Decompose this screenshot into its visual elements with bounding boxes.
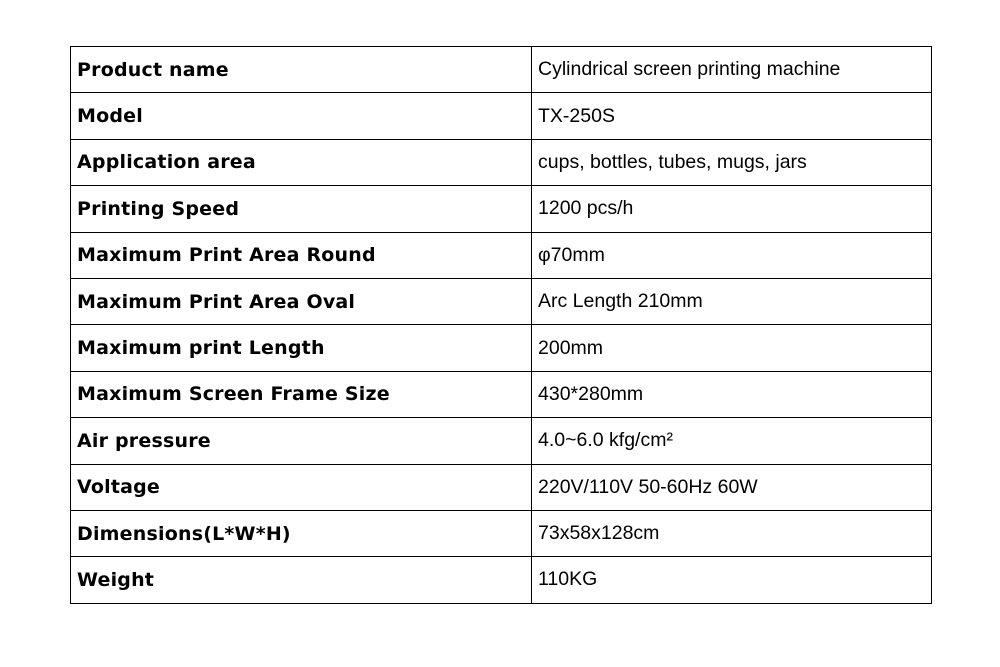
table-row bbox=[71, 557, 932, 603]
table-row bbox=[71, 510, 932, 556]
spec-table bbox=[70, 46, 932, 604]
spec-label: Voltage bbox=[71, 464, 532, 510]
table-row bbox=[71, 93, 932, 139]
spec-label: Maximum print Length bbox=[71, 325, 532, 371]
spec-label: Dimensions(L*W*H) bbox=[71, 510, 532, 556]
spec-label: Printing Speed bbox=[71, 186, 532, 232]
spec-label: Air pressure bbox=[71, 418, 532, 464]
spec-value: Arc Length 210mm bbox=[532, 278, 932, 324]
spec-value: φ70mm bbox=[532, 232, 932, 278]
table-row bbox=[71, 464, 932, 510]
spec-value: Cylindrical screen printing machine bbox=[532, 47, 932, 93]
spec-label: Maximum Print Area Oval bbox=[71, 278, 532, 324]
spec-value: 430*280mm bbox=[532, 371, 932, 417]
table-row bbox=[71, 186, 932, 232]
spec-value: 220V/110V 50-60Hz 60W bbox=[532, 464, 932, 510]
table-row bbox=[71, 278, 932, 324]
table-row bbox=[71, 418, 932, 464]
table-row bbox=[71, 325, 932, 371]
table-row bbox=[71, 47, 932, 93]
spec-label: Model bbox=[71, 93, 532, 139]
spec-value: 110KG bbox=[532, 557, 932, 603]
spec-label: Product name bbox=[71, 47, 532, 93]
spec-label: Maximum Print Area Round bbox=[71, 232, 532, 278]
spec-value: TX-250S bbox=[532, 93, 932, 139]
spec-value: 73x58x128cm bbox=[532, 510, 932, 556]
spec-label: Application area bbox=[71, 139, 532, 185]
table-row bbox=[71, 139, 932, 185]
table-row bbox=[71, 232, 932, 278]
spec-label: Maximum Screen Frame Size bbox=[71, 371, 532, 417]
spec-value: cups, bottles, tubes, mugs, jars bbox=[532, 139, 932, 185]
spec-label: Weight bbox=[71, 557, 532, 603]
spec-value: 4.0~6.0 kfg/cm² bbox=[532, 418, 932, 464]
table-row bbox=[71, 371, 932, 417]
spec-value: 1200 pcs/h bbox=[532, 186, 932, 232]
spec-value: 200mm bbox=[532, 325, 932, 371]
